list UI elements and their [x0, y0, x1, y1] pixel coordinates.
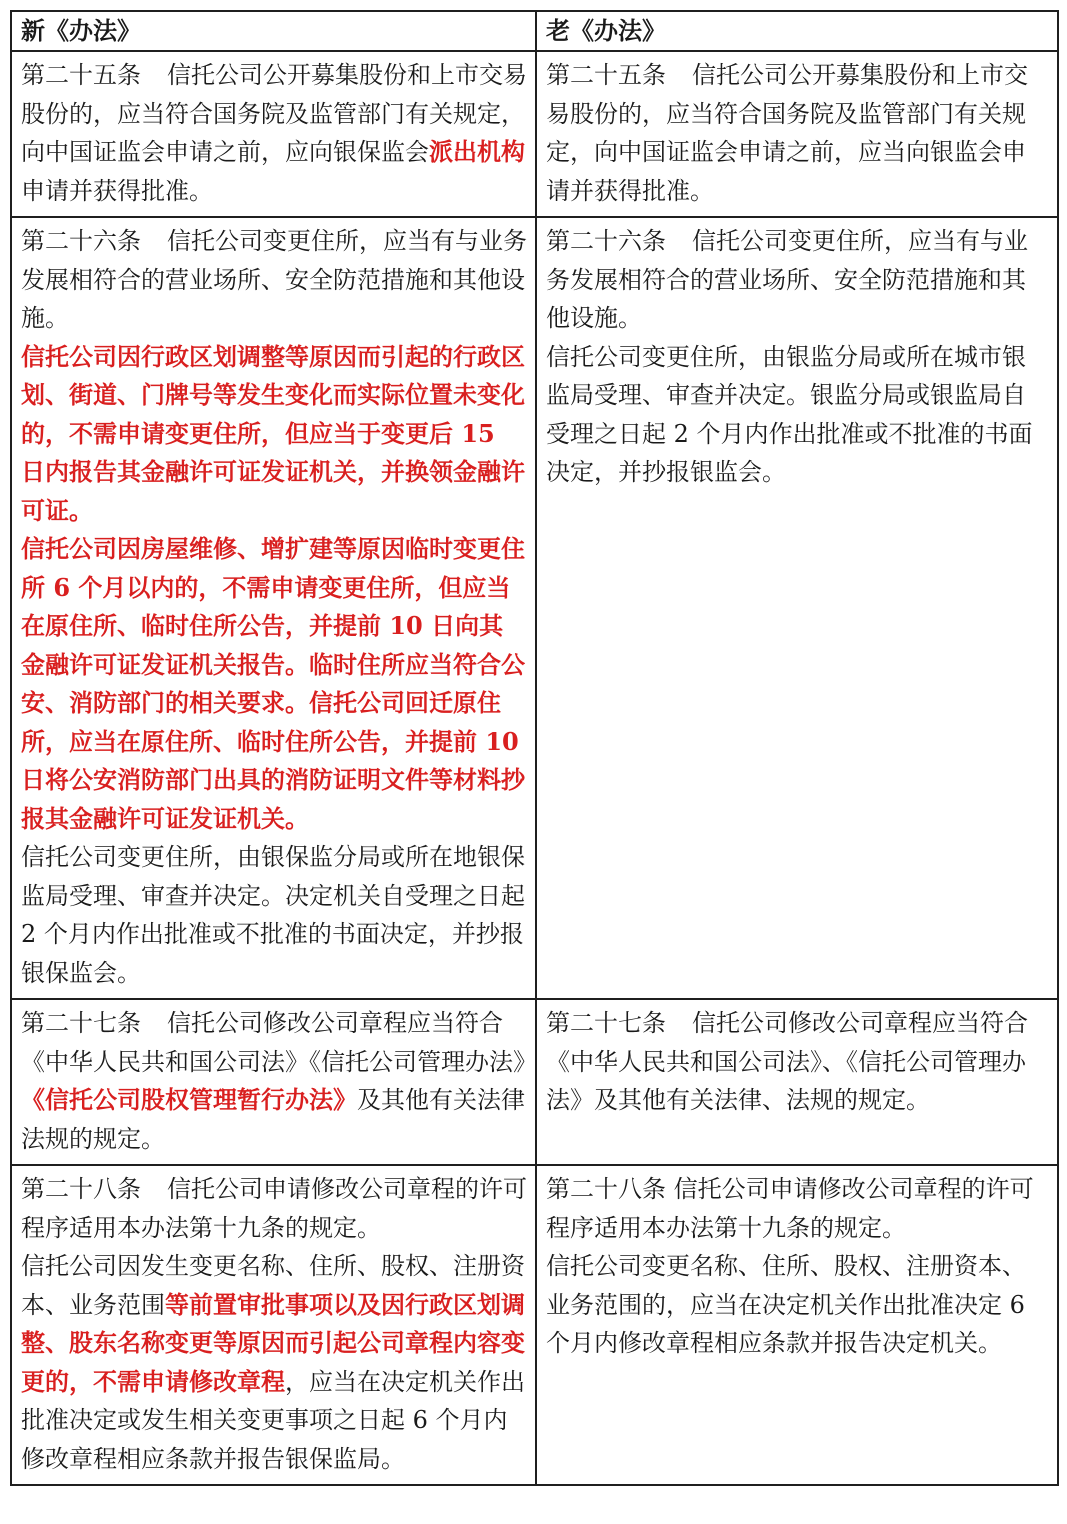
- highlighted-change-text: 《信托公司股权管理暂行办法》: [21, 1085, 357, 1114]
- provision-text: 第二十五条: [21, 61, 141, 89]
- provision-paragraph: [546, 1247, 1049, 1363]
- provision-paragraph: [21, 1170, 527, 1247]
- provision-text: 信托公司变更住所，应当有与业务发展相符合的营业场所、安全防范措施和其他设施。: [21, 227, 527, 332]
- new-provision-cell: [11, 1165, 536, 1485]
- old-provision-cell: [536, 1165, 1058, 1485]
- new-provision-cell: [11, 51, 536, 217]
- provision-text: 第二十八条 信托公司申请修改公司章程的许可程序适用本办法第十九条的规定。: [546, 1175, 1034, 1242]
- provision-text: 第二十六条: [546, 227, 666, 255]
- provision-text: 信托公司修改公司章程应当符合《中华人民共和国公司法》、《信托公司管理办法》及其他有关法律、法规的规定。: [546, 1009, 1028, 1114]
- old-provision-cell: [536, 999, 1058, 1165]
- article-row: [11, 999, 1058, 1165]
- header-row: [11, 11, 1058, 51]
- article-row: [11, 51, 1058, 217]
- article-row: [11, 217, 1058, 999]
- provision-text: 信托公司变更住所，由银监分局或所在城市银监局受理、审查并决定。银监分局或银监局自受理之日起 2 个月内作出批准或不批准的书面决定，并抄报银监会。: [546, 342, 1033, 486]
- new-provision-cell: [11, 999, 536, 1165]
- provision-paragraph: [546, 222, 1049, 338]
- provision-text: 第二十六条: [21, 227, 141, 255]
- provision-paragraph: [21, 1004, 537, 1158]
- new-provision-cell: [11, 217, 536, 999]
- provision-text: 申请并获得批准。: [21, 176, 213, 205]
- provision-paragraph: [21, 1247, 527, 1478]
- provision-text: 信托公司变更住所，应当有与业务发展相符合的营业场所、安全防范措施和其他设施。: [546, 227, 1028, 332]
- header-old: 老《办法》: [536, 11, 1058, 51]
- provision-paragraph: [546, 1004, 1049, 1120]
- comparison-table: [10, 10, 1059, 1486]
- provision-text: 信托公司因发生变更名称、住所、股权、注册资本、业务范围: [21, 1252, 525, 1319]
- highlighted-change-text: 派出机构: [429, 137, 525, 166]
- provision-text: 及其他有关法律法规的规定。: [21, 1086, 525, 1153]
- old-provision-cell: [536, 217, 1058, 999]
- provision-text: 信托公司修改公司章程应当符合《中华人民共和国公司法》《信托公司管理办法》: [21, 1009, 537, 1076]
- provision-paragraph: [546, 56, 1049, 210]
- highlighted-change-text: 信托公司因房屋维修、增扩建等原因临时变更住所 6 个月以内的，不需申请变更住所，但应当在原住所、临时住所公告，并提前 10 日向其金融许可证发证机关报告。临时住所应当符合公安、消防部门的相关要求。信托公司回迁原住所，应当在原住所、临时住所公告，并提前 10 日将公安消防部门出具的消防证明文件等材料抄报其金融许可证发证机关。: [21, 534, 525, 833]
- header-new: 新《办法》: [11, 11, 536, 51]
- provision-text: 信托公司变更住所，由银保监分局或所在地银保监局受理、审查并决定。决定机关自受理之日起 2 个月内作出批准或不批准的书面决定，并抄报银保监会。: [21, 843, 525, 987]
- article-row: [11, 1165, 1058, 1485]
- provision-text: 第二十八条: [21, 1175, 141, 1203]
- provision-text: 信托公司公开募集股份和上市交易股份的，应当符合国务院及监管部门有关规定，向中国证监会申请之前，应向银保监会: [21, 61, 527, 166]
- provision-text: 第二十七条: [21, 1009, 141, 1037]
- provision-paragraph: [21, 530, 527, 838]
- old-provision-cell: [536, 51, 1058, 217]
- provision-paragraph: [21, 222, 527, 338]
- provision-paragraph: [21, 338, 527, 531]
- provision-paragraph: [546, 1170, 1049, 1247]
- provision-text: 信托公司变更名称、住所、股权、注册资本、业务范围的，应当在决定机关作出批准决定 6 个月内修改章程相应条款并报告决定机关。: [546, 1252, 1026, 1357]
- provision-text: 信托公司申请修改公司章程的许可程序适用本办法第十九条的规定。: [21, 1175, 527, 1242]
- provision-paragraph: [546, 338, 1049, 492]
- highlighted-change-text: 信托公司因行政区划调整等原因而引起的行政区划、街道、门牌号等发生变化而实际位置未变化的，不需申请变更住所，但应当于变更后 15 日内报告其金融许可证发证机关，并换领金融许可证。: [21, 341, 525, 525]
- provision-text: 信托公司公开募集股份和上市交易股份的，应当符合国务院及监管部门有关规定，向中国证监会申请之前，应当向银监会申请并获得批准。: [546, 61, 1028, 205]
- provision-text: 第二十五条: [546, 61, 666, 89]
- provision-paragraph: [21, 838, 527, 992]
- provision-paragraph: [21, 56, 527, 210]
- provision-text: 第二十七条: [546, 1009, 666, 1037]
- provision-text: ，应当在决定机关作出批准决定或发生相关变更事项之日起 6 个月内修改章程相应条款并报告银保监局。: [21, 1367, 525, 1473]
- highlighted-change-text: 等前置审批事项以及因行政区划调整、股东名称变更等原因而引起公司章程内容变更的，不需申请修改章程: [21, 1289, 525, 1396]
